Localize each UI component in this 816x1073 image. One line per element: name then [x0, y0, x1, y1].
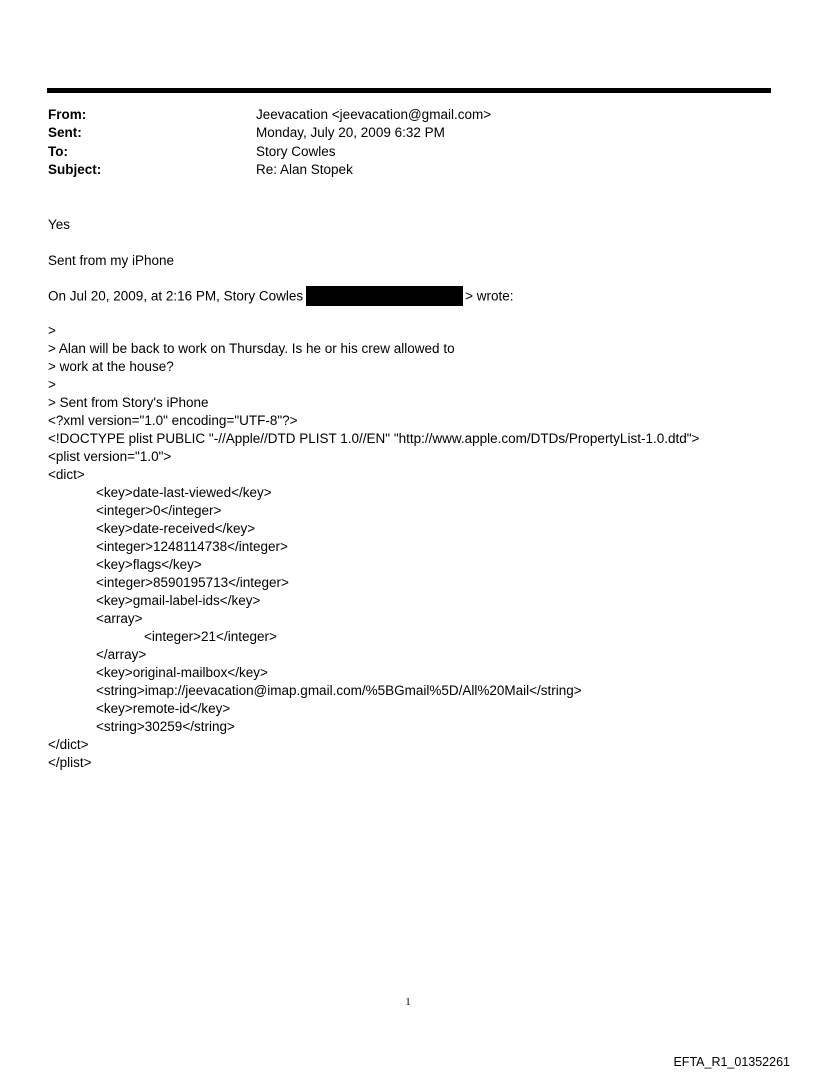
- text-line: <integer>0</integer>: [96, 503, 222, 518]
- text-line: <key>gmail-label-ids</key>: [96, 593, 261, 608]
- text-line: <integer>21</integer>: [144, 629, 277, 644]
- subject-value: Re: Alan Stopek: [256, 161, 353, 177]
- quote-intro: [48, 287, 514, 307]
- text-line: <integer>8590195713</integer>: [96, 575, 289, 590]
- signature-text: Sent from my iPhone: [48, 253, 175, 268]
- text-line: </array>: [96, 647, 147, 662]
- message-lines: [48, 322, 699, 772]
- text-line: <key>date-last-viewed</key>: [96, 485, 272, 500]
- text-line: <?xml version="1.0" encoding="UTF-8"?>: [48, 413, 298, 428]
- sent-value: Monday, July 20, 2009 6:32 PM: [256, 125, 445, 141]
- text-line: <string>30259</string>: [96, 719, 235, 734]
- sent-label: Sent:: [48, 125, 82, 141]
- text-line: > Sent from Story's iPhone: [48, 395, 209, 410]
- text-line: <key>remote-id</key>: [96, 701, 231, 716]
- text-line: >: [48, 377, 56, 392]
- quote-intro-after: > wrote:: [465, 288, 514, 304]
- text-line: </dict>: [48, 737, 89, 752]
- text-line: <key>date-received</key>: [96, 521, 256, 536]
- top-rule: [47, 88, 771, 93]
- text-line: <key>original-mailbox</key>: [96, 665, 268, 680]
- to-label: To:: [48, 143, 68, 159]
- redaction-block: [306, 286, 463, 306]
- text-line: <string>imap://jeevacation@imap.gmail.com/%5BGmail%5D/All%20Mail</string>: [96, 683, 582, 698]
- document-id: EFTA_R1_01352261: [673, 1055, 790, 1069]
- from-label: From:: [48, 107, 87, 122]
- text-line: <integer>1248114738</integer>: [96, 539, 288, 554]
- text-line: > Alan will be back to work on Thursday. Is he or his crew allowed to: [48, 341, 455, 356]
- page-number: 1: [405, 996, 411, 1008]
- text-line: <array>: [96, 611, 143, 626]
- text-line: > work at the house?: [48, 359, 174, 374]
- text-line: <!DOCTYPE plist PUBLIC "-//Apple//DTD PLIST 1.0//EN" "http://www.apple.com/DTDs/PropertyList-1.0.dtd">: [48, 431, 700, 446]
- text-line: <plist version="1.0">: [48, 449, 172, 464]
- quote-intro-before: On Jul 20, 2009, at 2:16 PM, Story Cowles: [48, 288, 304, 304]
- subject-label: Subject:: [48, 161, 102, 177]
- to-value: Story Cowles: [256, 143, 336, 159]
- text-line: </plist>: [48, 755, 92, 770]
- text-line: <dict>: [48, 467, 85, 482]
- from-value: Jeevacation <jeevacation@gmail.com>: [256, 107, 492, 122]
- text-line: <key>flags</key>: [96, 557, 202, 572]
- text-line: >: [48, 323, 56, 338]
- reply-text: Yes: [48, 217, 71, 232]
